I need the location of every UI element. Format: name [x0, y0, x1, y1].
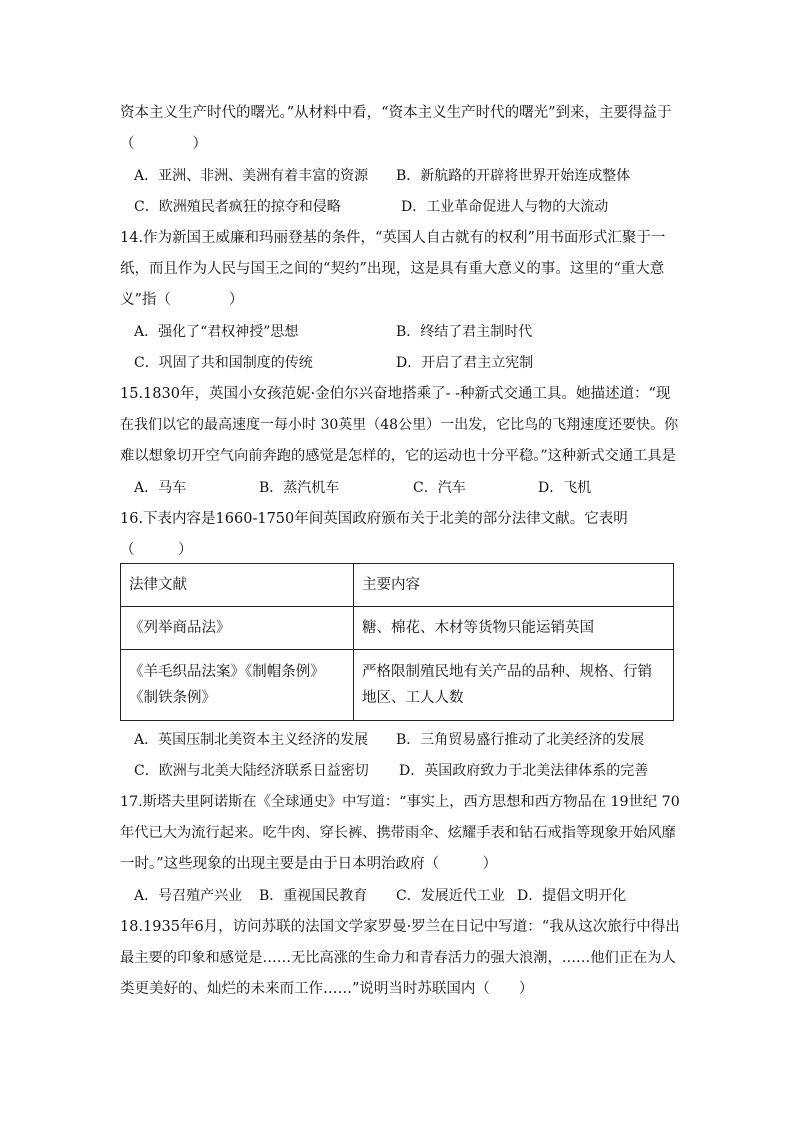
q17-option-b: B．重视国民教育	[259, 888, 368, 904]
q15-stem-line2: 在我们以它的最高速度一每小时 30英里（48公里）一出发，它比鸟的飞翔速度还要快。你	[120, 417, 679, 433]
q13-stem: 资本主义生产时代的曙光。”从材料中看，“资本主义生产时代的曙光”到来，主要得益于	[120, 105, 672, 121]
q18-stem-line2: 最主要的印象和感觉是……无比高涨的生命力和青春活力的强大浪潮，……他们正在为人	[120, 950, 676, 966]
q13-option-d: D．工业革命促进人与物的大流动	[401, 199, 609, 215]
q14-option-c: C．巩固了共和国制度的传统	[134, 355, 313, 371]
q13-option-c: C．欧洲殖民者疯狂的掠夺和侵略	[134, 199, 341, 215]
q15-option-a: A．马车	[134, 480, 187, 496]
q17-option-d: D．提倡文明开化	[517, 888, 627, 904]
q16-answer-paren: （ ）	[120, 542, 193, 558]
law-table	[120, 563, 674, 721]
q17-stem-line1: 17.斯塔夫里阿诺斯在《全球通史》中写道：“事实上，西方思想和西方物品在 19世纪 70	[120, 794, 680, 810]
q15-option-c: C．汽车	[413, 480, 466, 496]
q17-stem-line2: 年代已大为流行起来。吃牛肉、穿长裤、携带雨伞、炫耀手表和钻石戒指等现象开始风靡	[120, 825, 676, 841]
table-cell: 严格限制殖民地有关产品的品种、规格、行销地区、工人人数	[354, 650, 674, 721]
q15-stem-line1: 15.1830年，英国小女孩范妮·金伯尔兴奋地搭乘了- -种新式交通工具。她描述道：“现	[120, 386, 671, 402]
table-header-cell: 法律文献	[121, 564, 354, 607]
q17-option-a: A．号召殖产兴业	[134, 888, 243, 904]
q14-option-d: D．开启了君主立宪制	[396, 355, 534, 371]
q13-option-b: B．新航路的开辟将世界开始连成整体	[396, 168, 631, 184]
q17-option-c: C．发展近代工业	[396, 888, 505, 904]
table-row	[121, 607, 674, 650]
q15-stem-line3: 难以想象切开空气向前奔跑的感觉是怎样的，它的运动也十分平稳。”这种新式交通工具是	[120, 448, 676, 464]
q16-stem-line1: 16.下表内容是1660-1750年间英国政府颁布关于北美的部分法律文献。它表明	[120, 511, 628, 527]
q15-option-d: D．飞机	[538, 480, 592, 496]
q14-stem-line2: 纸，而且作为人民与国王之间的“契约”出现，这是具有重大意义的事。这里的“重大意	[120, 261, 665, 277]
table-header-cell: 主要内容	[354, 564, 674, 607]
q14-option-a: A．强化了“君权神授”思想	[134, 324, 299, 340]
q18-stem-line1: 18.1935年6月，访问苏联的法国文学家罗曼·罗兰在日记中写道：“我从这次旅行中得出	[120, 919, 680, 935]
table-cell: 《羊毛织品法案》《制帽条例》《制铁条例》	[121, 650, 354, 721]
q15-option-b: B．蒸汽机车	[259, 480, 340, 496]
q14-stem-line1: 14.作为新国王威廉和玛丽登基的条件，“英国人自古就有的权利”用书面形式汇聚于一	[120, 230, 666, 246]
q13-answer-paren: （ ）	[120, 136, 207, 152]
q16-option-b: B．三角贸易盛行推动了北美经济的发展	[396, 732, 645, 748]
q16-option-c: C．欧洲与北美大陆经济联系日益密切	[134, 763, 369, 779]
q13-option-a: A．亚洲、非洲、美洲有着丰富的资源	[134, 168, 369, 184]
q17-stem-line3: 一时。”这些现象的出现主要是由于日本明治政府（ ）	[120, 856, 498, 872]
q18-stem-line3: 类更美好的、灿烂的未来而工作……”说明当时苏联国内（ ）	[120, 981, 534, 997]
q14-option-b: B．终结了君主制时代	[396, 324, 533, 340]
q16-option-a: A．英国压制北美资本主义经济的发展	[134, 732, 369, 748]
table-cell: 糖、棉花、木材等货物只能运销英国	[354, 607, 674, 650]
table-header-row	[121, 564, 674, 607]
q14-stem-line3: 义”指（ ）	[120, 292, 244, 308]
q16-option-d: D．英国政府致力于北美法律体系的完善	[399, 763, 649, 779]
table-row	[121, 650, 674, 721]
table-cell: 《列举商品法》	[121, 607, 354, 650]
